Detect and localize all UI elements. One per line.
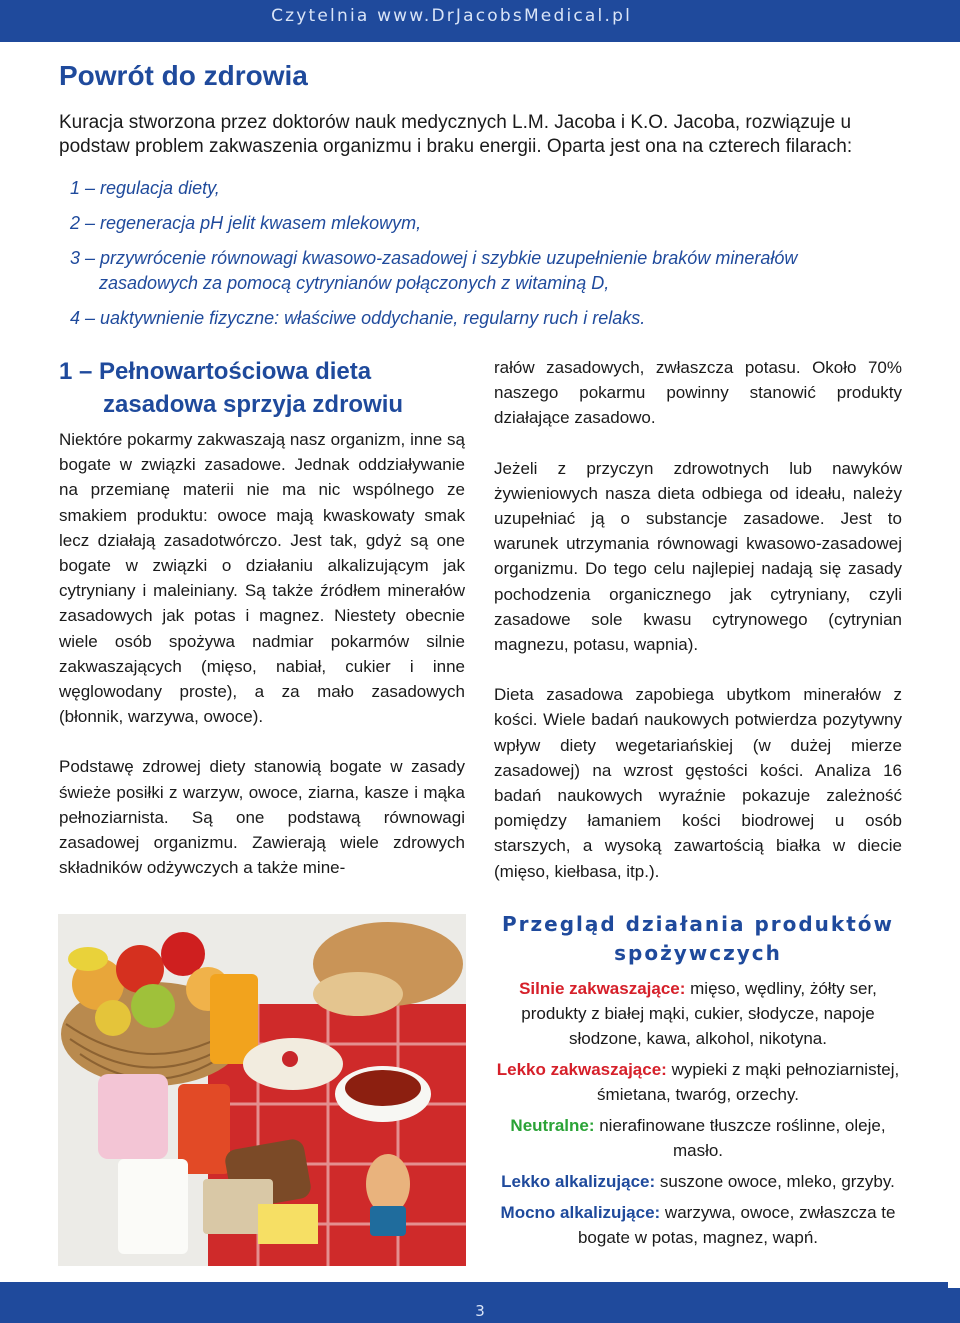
page-number: 3 [475,1302,485,1320]
page-title: Powrót do zdrowia [59,60,308,91]
overview-item [494,976,902,1051]
overview-item [494,1169,902,1194]
pillar-item: 4 – uaktywnienie fizyczne: właściwe oddychanie, regularny ruch i relaks. [70,308,646,328]
intro-text: Kuracja stworzona przez doktorów nauk medycznych L.M. Jacoba i K.O. Jacoba, rozwiązuje u podstaw problem zakwaszenia organizmu i braku energii. Oparta jest ona na czterech filarach: [59,112,853,157]
overview-label: Lekko zakwaszające: [496,1060,667,1079]
overview-text: mięso, wędliny, żółty ser, produkty z białej mąki, cukier, słodycze, napoje słodzone, kawa, alkohol, nikotyna. [521,979,877,1048]
overview-item [494,1200,902,1250]
pillar-item: 1 – regulacja diety, [70,178,220,198]
breakfast-photo [58,914,466,1266]
section-heading-line1: 1 – Pełnowartościowa dieta [59,358,372,385]
overview-item [494,1057,902,1107]
overview-label: Neutralne: [510,1116,595,1135]
top-banner [0,0,960,42]
body-paragraph: Podstawę zdrowej diety stanowią bogate w zasady świeże posiłki z warzyw, owoce, ziarna, kasze i mąka pełnoziarnista. Są one podstawą równowagi zasadowej organizmu. Zawierają wiele zdrowych składników odżywczych a także mine- [59,757,465,878]
pillars-list [70,176,890,331]
pillar-item: 3 – przywrócenie równowagi kwasowo-zasadowej i szybkie uzupełnienie braków minerałów [70,248,798,268]
pillar-item-continuation: zasadowych za pomocą cytrynianów połączonych z witaminą D, [99,273,610,293]
intro-paragraph [59,111,909,159]
body-paragraph: Niektóre pokarmy zakwaszają nasz organizm, inne są bogate w związki zasadowe. Jednak oddziaływanie na przemianę materii nie ma nic wspólnego ze smakiem produktu: owoce mają kwaskowaty smak lecz działają zasadotwórczo. Jest tak, gdyż są one bogate w związki o działaniu alkalizującym jak cytryniany i maleiniany. Są także źródłem minerałów zasadowych jak potas i magnez. Niestety obecnie wiele osób spożywa nadmiar pokarmów silnie zakwaszających (mięso, nabiał, cukier i inne węglowodany proste), a za mało zasadowych (błonnik, warzywa, owoce). [59,430,465,727]
body-paragraph: Jeżeli z przyczyn zdrowotnych lub nawyków żywieniowych nasza dieta odbiega od ideału, należy uzupełniać ją o substancje zasadowe. Jest to warunek utrzymania równowagi kwasowo-zasadowej organizmu. Do tego celu najlepiej nadają się zasady pochodzenia organicznego jak cytryniany, czyli zasadowe sole kwasu cytrynowego (cytrynian magnezu, potasu, wapnia). [494,458,902,655]
overview-text: nierafinowane tłuszcze roślinne, oleje, masło. [594,1116,886,1160]
right-column [494,355,902,884]
site-link[interactable]: Czytelnia www.DrJacobsMedical.pl [271,6,632,26]
section-heading-line2: zasadowa sprzyja zdrowiu [103,391,404,418]
left-column [59,355,465,880]
overview-text: suszone owoce, mleko, grzyby. [655,1172,895,1191]
section-heading [59,355,465,421]
overview-text: warzywa, owoce, zwłaszcza te bogate w potas, magnez, wapń. [577,1203,896,1247]
pillar-item: 2 – regeneracja pH jelit kwasem mlekowym, [70,213,422,233]
overview-label: Mocno alkalizujące: [500,1203,661,1222]
overview-label: Silnie zakwaszające: [519,979,686,998]
overview-title: Przegląd działania produktów spożywczych [501,912,894,965]
food-overview-box [494,910,902,1256]
overview-text: wypieki z mąki pełnoziarnistej, śmietana, twaróg, orzechy. [597,1060,900,1104]
body-paragraph: rałów zasadowych, zwłaszcza potasu. Około 70% naszego pokarmu powinny stanowić produkty działające zasadowo. [494,358,902,428]
overview-item [494,1113,902,1163]
body-paragraph: Dieta zasadowa zapobiega ubytkom minerałów z kości. Wiele badań naukowych potwierdza pozytywny wpływ diety wegetariańskiej (w dużej mierze zasadowej) na wzrost gęstości kości. Analiza 16 badań naukowych wyraźnie pokazuje zależność pomiędzy łamaniem kości biodrowej u osób starszych, a wysoką zawartością białka w diecie (mięso, kiełbasa, itp.). [494,685,902,881]
overview-label: Lekko alkalizujące: [501,1172,656,1191]
